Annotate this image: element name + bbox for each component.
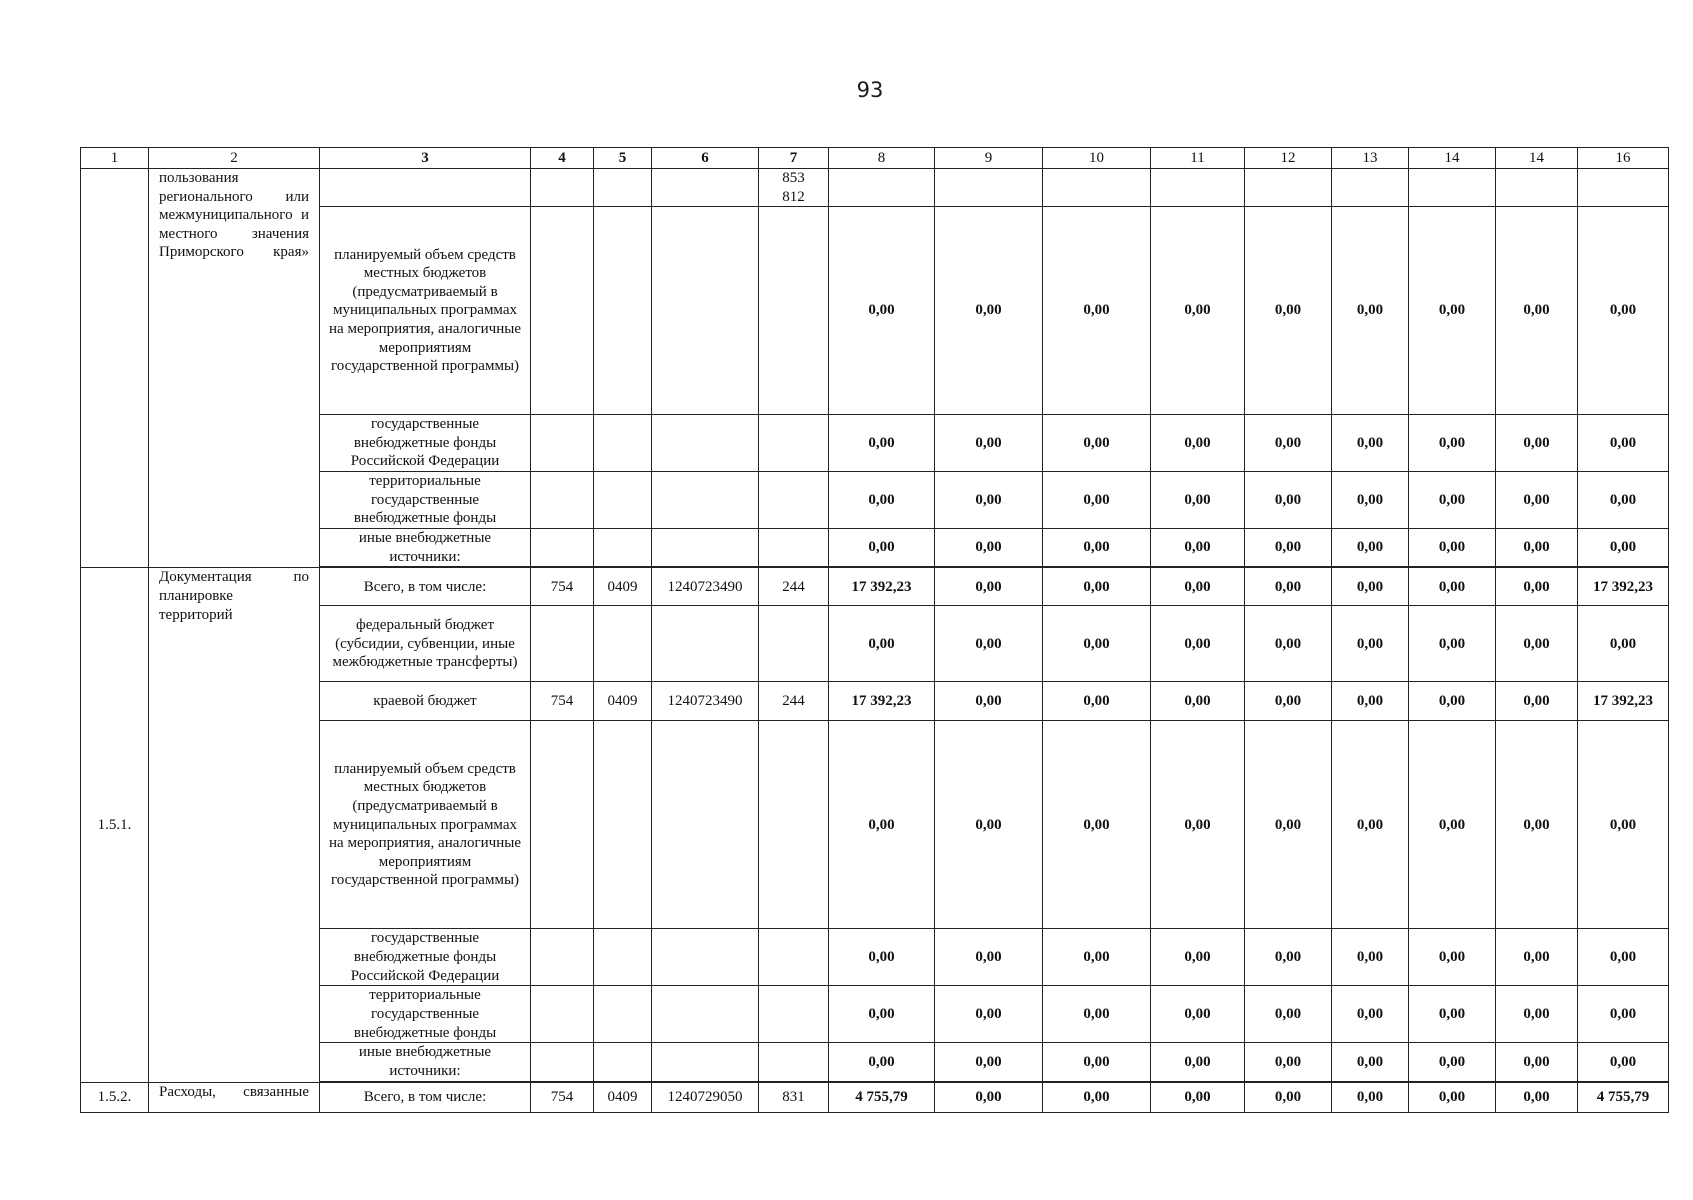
value-cell: 0,00 <box>829 721 935 929</box>
value-cell: 0,00 <box>935 415 1043 472</box>
value-cell: 0,00 <box>1332 682 1409 721</box>
value-cell: 0,00 <box>935 1082 1043 1112</box>
value-cell: 0,00 <box>1496 472 1578 529</box>
page-number: 93 <box>856 78 884 102</box>
value-cell: 0,00 <box>1245 606 1332 682</box>
item-text: Расходы, связанные <box>149 1082 320 1112</box>
table-row <box>81 1082 1669 1112</box>
header-col-9: 9 <box>935 148 1043 169</box>
value-cell: 0,00 <box>1578 986 1669 1043</box>
value-cell: 0,00 <box>1578 415 1669 472</box>
header-col-14b: 14 <box>1496 148 1578 169</box>
value-cell: 0,00 <box>1245 415 1332 472</box>
value-cell: 0,00 <box>935 929 1043 986</box>
value-cell: 0,00 <box>1496 207 1578 415</box>
value-cell: 0,00 <box>1043 682 1151 721</box>
source-label: планируемый объем средств местных бюджетов (предусматриваемый в муниципальных программах на мероприятия, аналогичные мероприятиям государственной программы) <box>320 207 531 415</box>
header-col-3: 3 <box>320 148 531 169</box>
source-label: государственные внебюджетные фонды Российской Федерации <box>320 415 531 472</box>
value-cell: 0,00 <box>1151 529 1245 567</box>
value-cell: 0,00 <box>935 721 1043 929</box>
value-cell: 0,00 <box>935 682 1043 721</box>
value-cell: 0,00 <box>1332 415 1409 472</box>
value-cell: 1240723490 <box>652 682 759 721</box>
value-cell: 17 392,23 <box>1578 568 1669 606</box>
row-index <box>81 169 149 568</box>
value-cell: 0,00 <box>1332 472 1409 529</box>
value-cell: 0,00 <box>1578 472 1669 529</box>
value-cell: 0,00 <box>1151 1082 1245 1112</box>
value-cell: 0,00 <box>1332 606 1409 682</box>
budget-table <box>80 147 1669 1113</box>
value-cell: 0,00 <box>935 568 1043 606</box>
value-cell: 0,00 <box>1043 1043 1151 1081</box>
value-cell: 0,00 <box>1409 415 1496 472</box>
header-col-7: 7 <box>759 148 829 169</box>
value-cell: 0,00 <box>1496 606 1578 682</box>
item-text: пользования регионального или межмуниципального и местного значения Приморского края» <box>149 169 320 568</box>
value-cell: 0,00 <box>1043 568 1151 606</box>
value-cell: 0,00 <box>1043 929 1151 986</box>
value-cell: 0,00 <box>1409 529 1496 567</box>
value-cell: 17 392,23 <box>829 682 935 721</box>
table-row <box>81 207 1669 415</box>
value-cell: 0,00 <box>1409 986 1496 1043</box>
value-cell: 0,00 <box>1151 1043 1245 1081</box>
value-cell: 0,00 <box>829 986 935 1043</box>
value-cell: 0,00 <box>1409 568 1496 606</box>
table-row <box>81 415 1669 472</box>
table-row <box>81 986 1669 1043</box>
value-cell: 0,00 <box>1496 1082 1578 1112</box>
value-cell: 0,00 <box>1496 1043 1578 1081</box>
value-cell: 0,00 <box>1245 207 1332 415</box>
value-cell: 0,00 <box>1043 207 1151 415</box>
value-cell: 0,00 <box>935 472 1043 529</box>
value-cell: 0,00 <box>1245 529 1332 567</box>
value-cell: 0,00 <box>935 986 1043 1043</box>
value-cell: 0,00 <box>1332 1082 1409 1112</box>
code-value: 853 <box>782 170 805 186</box>
header-col-16: 16 <box>1578 148 1669 169</box>
table-row <box>81 529 1669 567</box>
header-col-4: 4 <box>531 148 594 169</box>
value-cell: 0,00 <box>1578 606 1669 682</box>
value-cell: 0,00 <box>1043 529 1151 567</box>
value-cell: 0,00 <box>1409 1082 1496 1112</box>
value-cell: 0,00 <box>1151 472 1245 529</box>
value-cell: 0,00 <box>1332 721 1409 929</box>
value-cell: 0,00 <box>1496 721 1578 929</box>
table-row <box>81 472 1669 529</box>
value-cell: 0,00 <box>829 472 935 529</box>
value-cell: 0,00 <box>1409 929 1496 986</box>
value-cell: 0,00 <box>1151 986 1245 1043</box>
source-label: территориальные государственные внебюджетные фонды <box>320 986 531 1043</box>
value-cell: 0409 <box>594 1082 652 1112</box>
value-cell: 4 755,79 <box>1578 1082 1669 1112</box>
value-cell: 0,00 <box>1043 986 1151 1043</box>
value-cell: 754 <box>531 682 594 721</box>
value-cell: 0,00 <box>1332 529 1409 567</box>
value-cell: 17 392,23 <box>829 568 935 606</box>
value-cell: 0,00 <box>935 207 1043 415</box>
header-col-12: 12 <box>1245 148 1332 169</box>
value-cell: 0,00 <box>1409 472 1496 529</box>
value-cell: 0,00 <box>1245 986 1332 1043</box>
value-cell: 0,00 <box>1043 606 1151 682</box>
value-cell: 0,00 <box>1043 1082 1151 1112</box>
value-cell: 0,00 <box>1245 568 1332 606</box>
value-cell: 1240723490 <box>652 568 759 606</box>
item-text: Документация по планировке территорий <box>149 568 320 1082</box>
value-cell: 0,00 <box>1496 568 1578 606</box>
header-col-8: 8 <box>829 148 935 169</box>
row-index: 1.5.1. <box>81 568 149 1082</box>
value-cell: 754 <box>531 568 594 606</box>
value-cell: 0,00 <box>935 1043 1043 1081</box>
header-col-10: 10 <box>1043 148 1151 169</box>
row-index: 1.5.2. <box>81 1082 149 1112</box>
source-label: иные внебюджетные источники: <box>320 1043 531 1081</box>
source-label: Всего, в том числе: <box>320 1082 531 1112</box>
value-cell: 0,00 <box>1409 682 1496 721</box>
value-cell: 0,00 <box>1332 929 1409 986</box>
value-cell: 0,00 <box>1151 207 1245 415</box>
table-row <box>81 606 1669 682</box>
code-value: 812 <box>782 188 805 205</box>
table-row <box>81 169 1669 207</box>
table-row <box>81 568 1669 606</box>
value-cell: 0,00 <box>829 929 935 986</box>
value-cell: 0,00 <box>1043 721 1151 929</box>
value-cell: 0,00 <box>935 529 1043 567</box>
value-cell: 0,00 <box>1409 606 1496 682</box>
header-col-6: 6 <box>652 148 759 169</box>
header-col-14: 14 <box>1409 148 1496 169</box>
table-row <box>81 1043 1669 1081</box>
value-cell: 0,00 <box>1578 207 1669 415</box>
value-cell: 0,00 <box>1245 721 1332 929</box>
value-cell: 4 755,79 <box>829 1082 935 1112</box>
value-cell: 0,00 <box>1245 1082 1332 1112</box>
header-col-13: 13 <box>1332 148 1409 169</box>
value-cell: 0,00 <box>1496 682 1578 721</box>
value-cell: 0,00 <box>1332 568 1409 606</box>
value-cell: 0409 <box>594 682 652 721</box>
value-cell: 17 392,23 <box>1578 682 1669 721</box>
source-cell <box>320 169 531 207</box>
code-cell <box>759 169 829 207</box>
value-cell: 244 <box>759 682 829 721</box>
header-row <box>81 148 1669 169</box>
value-cell: 0,00 <box>1151 721 1245 929</box>
value-cell: 244 <box>759 568 829 606</box>
value-cell: 0,00 <box>1151 682 1245 721</box>
value-cell: 0,00 <box>829 207 935 415</box>
value-cell: 0,00 <box>1496 529 1578 567</box>
value-cell: 0,00 <box>1496 415 1578 472</box>
value-cell: 0,00 <box>829 529 935 567</box>
value-cell: 0,00 <box>1332 986 1409 1043</box>
source-label: планируемый объем средств местных бюджетов (предусматриваемый в муниципальных программах на мероприятия, аналогичные мероприятиям государственной программы) <box>320 721 531 929</box>
value-cell: 0,00 <box>1578 529 1669 567</box>
value-cell: 0,00 <box>829 606 935 682</box>
value-cell: 0,00 <box>1496 986 1578 1043</box>
value-cell: 0,00 <box>1332 207 1409 415</box>
table-row <box>81 721 1669 929</box>
value-cell: 1240729050 <box>652 1082 759 1112</box>
value-cell: 0,00 <box>1151 568 1245 606</box>
table-row <box>81 682 1669 721</box>
value-cell: 0,00 <box>1332 1043 1409 1081</box>
value-cell: 831 <box>759 1082 829 1112</box>
value-cell: 0,00 <box>1043 415 1151 472</box>
value-cell: 0,00 <box>829 415 935 472</box>
value-cell: 0,00 <box>1578 929 1669 986</box>
table-row <box>81 929 1669 986</box>
value-cell: 0,00 <box>1245 682 1332 721</box>
value-cell: 0,00 <box>1245 472 1332 529</box>
value-cell: 0,00 <box>1578 721 1669 929</box>
value-cell: 0,00 <box>1578 1043 1669 1081</box>
value-cell: 0,00 <box>1409 207 1496 415</box>
header-col-11: 11 <box>1151 148 1245 169</box>
header-col-2: 2 <box>149 148 320 169</box>
value-cell: 754 <box>531 1082 594 1112</box>
value-cell: 0409 <box>594 568 652 606</box>
value-cell: 0,00 <box>1409 721 1496 929</box>
value-cell: 0,00 <box>1496 929 1578 986</box>
value-cell: 0,00 <box>1409 1043 1496 1081</box>
value-cell: 0,00 <box>829 1043 935 1081</box>
value-cell: 0,00 <box>1245 929 1332 986</box>
value-cell: 0,00 <box>935 606 1043 682</box>
value-cell: 0,00 <box>1043 472 1151 529</box>
header-col-5: 5 <box>594 148 652 169</box>
source-label: федеральный бюджет (субсидии, субвенции, иные межбюджетные трансферты) <box>320 606 531 682</box>
header-col-1: 1 <box>81 148 149 169</box>
value-cell: 0,00 <box>1151 415 1245 472</box>
value-cell: 0,00 <box>1151 929 1245 986</box>
source-label: государственные внебюджетные фонды Российской Федерации <box>320 929 531 986</box>
source-label: территориальные государственные внебюджетные фонды <box>320 472 531 529</box>
source-label: иные внебюджетные источники: <box>320 529 531 567</box>
value-cell: 0,00 <box>1151 606 1245 682</box>
source-label: Всего, в том числе: <box>320 568 531 606</box>
value-cell: 0,00 <box>1245 1043 1332 1081</box>
source-label: краевой бюджет <box>320 682 531 721</box>
